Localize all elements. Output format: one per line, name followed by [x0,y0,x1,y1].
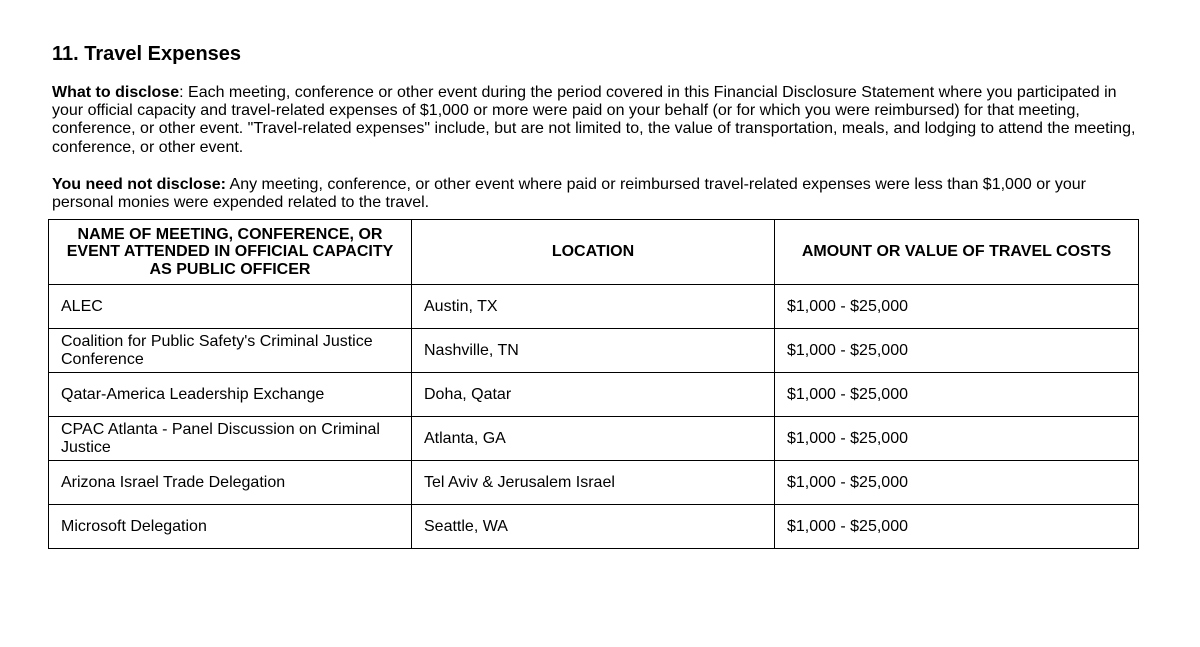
table-row [49,285,1139,329]
document-page [52,42,1142,213]
travel-expenses-table [48,219,1139,549]
cell-location: Doha, Qatar [412,373,775,417]
cell-amount: $1,000 - $25,000 [775,505,1139,549]
cell-amount: $1,000 - $25,000 [775,373,1139,417]
table-row [49,417,1139,461]
cell-name: Qatar-America Leadership Exchange [49,373,412,417]
header-amount: AMOUNT OR VALUE OF TRAVEL COSTS [775,220,1139,285]
cell-location: Austin, TX [412,285,775,329]
section-title: 11. Travel Expenses [52,43,242,65]
header-name: NAME OF MEETING, CONFERENCE, OR EVENT ATTENDED IN OFFICIAL CAPACITY AS PUBLIC OFFICER [49,220,412,285]
cell-amount: $1,000 - $25,000 [775,285,1139,329]
cell-amount: $1,000 - $25,000 [775,417,1139,461]
table-row [49,329,1139,373]
what-to-disclose-text: : Each meeting, conference or other event during the period covered in this Financial Disclosure Statement where you participated in your official capacity and travel-related expenses of $1,000 or more were paid on your behalf (or for which you were reimbursed) for that meeting, conference, or other event. "Travel-related expenses" include, but are not limited to, the value of transportation, meals, and lodging to attend the meeting, conference, or other event. [52,84,1136,156]
cell-location: Seattle, WA [412,505,775,549]
cell-name: CPAC Atlanta - Panel Discussion on Criminal Justice [49,417,412,461]
what-to-disclose-paragraph [52,84,1137,157]
cell-name: ALEC [49,285,412,329]
cell-location: Tel Aviv & Jerusalem Israel [412,461,775,505]
table-row [49,461,1139,505]
need-not-disclose-text: Any meeting, conference, or other event where paid or reimbursed travel-related expenses were less than $1,000 or your personal monies were expended related to the travel. [52,175,1086,212]
what-to-disclose-label: What to disclose [52,84,180,101]
cell-location: Atlanta, GA [412,417,775,461]
table-row [49,505,1139,549]
cell-name: Arizona Israel Trade Delegation [49,461,412,505]
header-location: LOCATION [412,220,775,285]
cell-amount: $1,000 - $25,000 [775,461,1139,505]
table-header-row [49,220,1139,285]
cell-name: Coalition for Public Safety's Criminal Justice Conference [49,329,412,373]
cell-location: Nashville, TN [412,329,775,373]
need-not-disclose-paragraph [52,176,1137,212]
need-not-disclose-label: You need not disclose: [52,175,226,193]
cell-amount: $1,000 - $25,000 [775,329,1139,373]
table-row [49,373,1139,417]
cell-name: Microsoft Delegation [49,505,412,549]
